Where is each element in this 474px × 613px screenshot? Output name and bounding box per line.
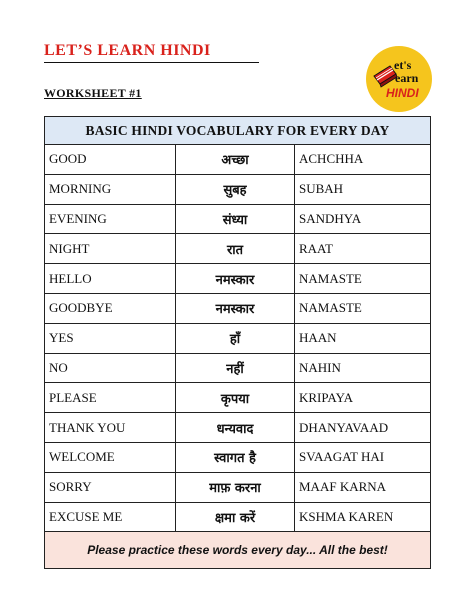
practice-note: Please practice these words every day... All the best!	[45, 532, 431, 569]
logo-line-2: earn	[395, 71, 419, 85]
hindi-word: धन्यवाद	[176, 413, 295, 443]
english-word: EVENING	[45, 204, 176, 234]
english-word: HELLO	[45, 264, 176, 294]
hindi-word: स्वागत है	[176, 442, 295, 472]
worksheet-label: WORKSHEET #1	[44, 86, 142, 100]
table-row	[45, 204, 431, 234]
page-title: LET’S LEARN HINDI	[44, 42, 211, 59]
table-row	[45, 293, 431, 323]
table-row	[45, 413, 431, 443]
title-underline	[44, 62, 259, 63]
logo-line-3: HINDI	[386, 86, 419, 100]
hindi-word: सुबह	[176, 174, 295, 204]
table-row	[45, 264, 431, 294]
english-word: THANK YOU	[45, 413, 176, 443]
transliteration: KRIPAYA	[295, 383, 431, 413]
english-word: NIGHT	[45, 234, 176, 264]
transliteration: DHANYAVAAD	[295, 413, 431, 443]
hindi-word: माफ़ करना	[176, 472, 295, 502]
hindi-word: क्षमा करें	[176, 502, 295, 532]
english-word: YES	[45, 323, 176, 353]
english-word: MORNING	[45, 174, 176, 204]
english-word: GOODBYE	[45, 293, 176, 323]
transliteration: SVAAGAT HAI	[295, 442, 431, 472]
vocabulary-rows	[45, 145, 431, 532]
english-word: PLEASE	[45, 383, 176, 413]
table-row	[45, 145, 431, 175]
table-row	[45, 502, 431, 532]
transliteration: NAMASTE	[295, 293, 431, 323]
hindi-word: रात	[176, 234, 295, 264]
transliteration: KSHMA KAREN	[295, 502, 431, 532]
transliteration: MAAF KARNA	[295, 472, 431, 502]
transliteration: SANDHYA	[295, 204, 431, 234]
english-word: GOOD	[45, 145, 176, 175]
hindi-word: कृपया	[176, 383, 295, 413]
transliteration: HAAN	[295, 323, 431, 353]
english-word: WELCOME	[45, 442, 176, 472]
table-row	[45, 472, 431, 502]
transliteration: SUBAH	[295, 174, 431, 204]
table-row	[45, 383, 431, 413]
hindi-word: नमस्कार	[176, 264, 295, 294]
table-heading: BASIC HINDI VOCABULARY FOR EVERY DAY	[45, 117, 431, 145]
hindi-word: नमस्कार	[176, 293, 295, 323]
table-row	[45, 323, 431, 353]
hindi-word: हाँ	[176, 323, 295, 353]
english-word: NO	[45, 353, 176, 383]
transliteration: ACHCHHA	[295, 145, 431, 175]
table-row	[45, 353, 431, 383]
vocabulary-table	[44, 116, 431, 569]
hindi-word: संध्या	[176, 204, 295, 234]
transliteration: NAMASTE	[295, 264, 431, 294]
transliteration: NAHIN	[295, 353, 431, 383]
hindi-word: अच्छा	[176, 145, 295, 175]
logo-line-1: et's	[394, 58, 412, 72]
table-row	[45, 442, 431, 472]
table-row	[45, 234, 431, 264]
table-row	[45, 174, 431, 204]
english-word: EXCUSE ME	[45, 502, 176, 532]
hindi-word: नहीं	[176, 353, 295, 383]
transliteration: RAAT	[295, 234, 431, 264]
lets-learn-hindi-logo	[366, 46, 432, 112]
english-word: SORRY	[45, 472, 176, 502]
